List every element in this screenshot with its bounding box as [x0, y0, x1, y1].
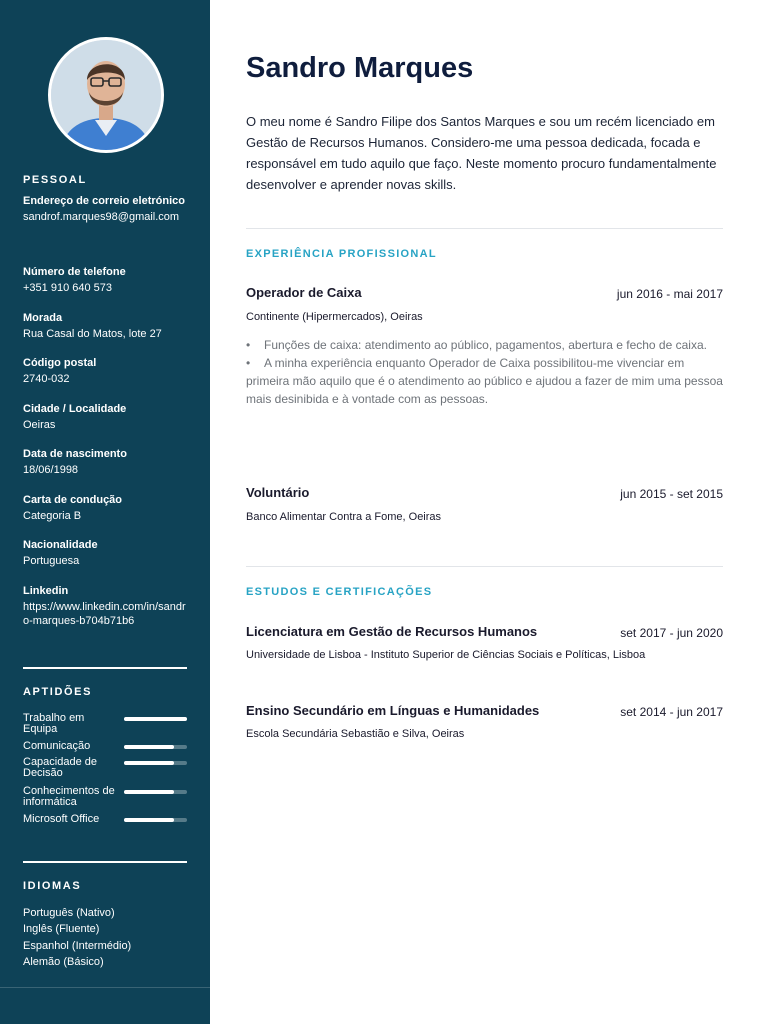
- education-heading: ESTUDOS E CERTIFICAÇÕES: [246, 586, 433, 598]
- job-title: Voluntário: [246, 485, 310, 500]
- bullet-icon: •: [246, 338, 251, 352]
- language-item: Alemão (Básico): [23, 956, 104, 968]
- job-responsibilities: [246, 336, 724, 408]
- email-value[interactable]: sandrof.marques98@gmail.com: [23, 211, 180, 223]
- address-value: Rua Casal do Matos, lote 27: [23, 328, 162, 340]
- info-nationality: [23, 539, 188, 568]
- degree-title: Licenciatura em Gestão de Recursos Humanos: [246, 624, 538, 639]
- skill-name: Comunicação: [23, 740, 91, 752]
- info-postal-code: [23, 357, 188, 386]
- sidebar-divider: [23, 667, 187, 669]
- phone-value[interactable]: +351 910 640 573: [23, 282, 113, 294]
- skill-bar-fill: [124, 745, 174, 749]
- skill-name: Microsoft Office: [23, 813, 100, 825]
- skill-bar: [124, 745, 187, 749]
- skill-bar-fill: [124, 717, 187, 721]
- info-label: Endereço de correio eletrónico: [23, 195, 185, 207]
- avatar: [48, 37, 164, 153]
- job-title: Operador de Caixa: [246, 285, 362, 300]
- degree-institution: Universidade de Lisboa - Instituto Superior de Ciências Sociais e Políticas, Lisboa: [246, 649, 646, 661]
- info-driving-license: [23, 494, 188, 523]
- list-item: [246, 336, 724, 354]
- personal-heading: PESSOAL: [23, 174, 87, 186]
- info-linkedin: [23, 585, 188, 628]
- job-employer: Continente (Hipermercados), Oeiras: [246, 311, 423, 323]
- info-label: Linkedin: [23, 585, 69, 597]
- postal-code-value: 2740-032: [23, 373, 70, 385]
- profile-photo-icon: [51, 40, 161, 150]
- skill-name: Conhecimentos de informática: [23, 785, 115, 808]
- skill-bar-fill: [124, 790, 174, 794]
- bullet-text: A minha experiência enquanto Operador de Caixa possibilitou-me vivenciar em primeira mão aquilo que é o atendimento ao público e ajudou a fazer de mim uma pessoa mais desinibida e à vontade com as pessoas.: [246, 356, 723, 406]
- info-label: Data de nascimento: [23, 448, 127, 460]
- skill-bar: [124, 717, 187, 721]
- degree-institution: Escola Secundária Sebastião e Silva, Oeiras: [246, 728, 465, 740]
- language-item: Inglês (Fluente): [23, 923, 100, 935]
- linkedin-link[interactable]: https://www.linkedin.com/in/sandro-marques-b704b71b6: [23, 601, 186, 627]
- info-label: Nacionalidade: [23, 539, 98, 551]
- page-title: Sandro Marques: [246, 52, 474, 84]
- birth-date-value: 18/06/1998: [23, 464, 79, 476]
- info-email: [23, 195, 188, 224]
- info-label: Cidade / Localidade: [23, 403, 127, 415]
- job-employer: Banco Alimentar Contra a Fome, Oeiras: [246, 511, 442, 523]
- skill-name: Capacidade de Decisão: [23, 756, 98, 779]
- experience-heading: EXPERIÊNCIA PROFISSIONAL: [246, 248, 437, 260]
- bullet-icon: •: [246, 356, 251, 370]
- degree-dates: set 2017 - jun 2020: [620, 626, 723, 640]
- sidebar-footer-divider: [0, 987, 210, 988]
- list-item: [246, 354, 724, 408]
- bullet-text: Funções de caixa: atendimento ao público, pagamentos, abertura e fecho de caixa.: [264, 338, 707, 352]
- driving-license-value: Categoria B: [23, 510, 82, 522]
- info-birth-date: [23, 448, 188, 477]
- info-city: [23, 403, 188, 432]
- skill-bar: [124, 790, 187, 794]
- info-address: [23, 312, 188, 341]
- info-label: Carta de condução: [23, 494, 123, 506]
- degree-dates: set 2014 - jun 2017: [620, 705, 723, 719]
- job-dates: jun 2015 - set 2015: [620, 487, 723, 501]
- info-label: Código postal: [23, 357, 97, 369]
- section-divider: [246, 228, 723, 229]
- nationality-value: Portuguesa: [23, 555, 80, 567]
- city-value: Oeiras: [23, 419, 56, 431]
- job-dates: jun 2016 - mai 2017: [616, 287, 723, 301]
- degree-title: Ensino Secundário em Línguas e Humanidades: [246, 703, 540, 718]
- skill-bar-fill: [124, 761, 174, 765]
- skill-bar-fill: [124, 818, 174, 822]
- sidebar-divider: [23, 861, 187, 863]
- info-label: Morada: [23, 312, 63, 324]
- languages-heading: IDIOMAS: [23, 880, 82, 892]
- skill-bar: [124, 761, 187, 765]
- skill-name: Trabalho em Equipa: [23, 712, 85, 735]
- section-divider: [246, 566, 723, 567]
- skill-bar: [124, 818, 187, 822]
- skills-heading: APTIDÕES: [23, 686, 93, 698]
- language-item: Português (Nativo): [23, 907, 115, 919]
- sidebar: [0, 0, 210, 1024]
- info-phone: [23, 266, 188, 295]
- info-label: Número de telefone: [23, 266, 126, 278]
- profile-summary: O meu nome é Sandro Filipe dos Santos Marques e sou um recém licenciado em Gestão de Recursos Humanos. Considero-me uma pessoa dedicada, focada e responsável em tudo aquilo que faço. Neste momento procuro fundamentalmente desenvolver e aprender novas skills.: [246, 114, 717, 192]
- language-item: Espanhol (Intermédio): [23, 940, 132, 952]
